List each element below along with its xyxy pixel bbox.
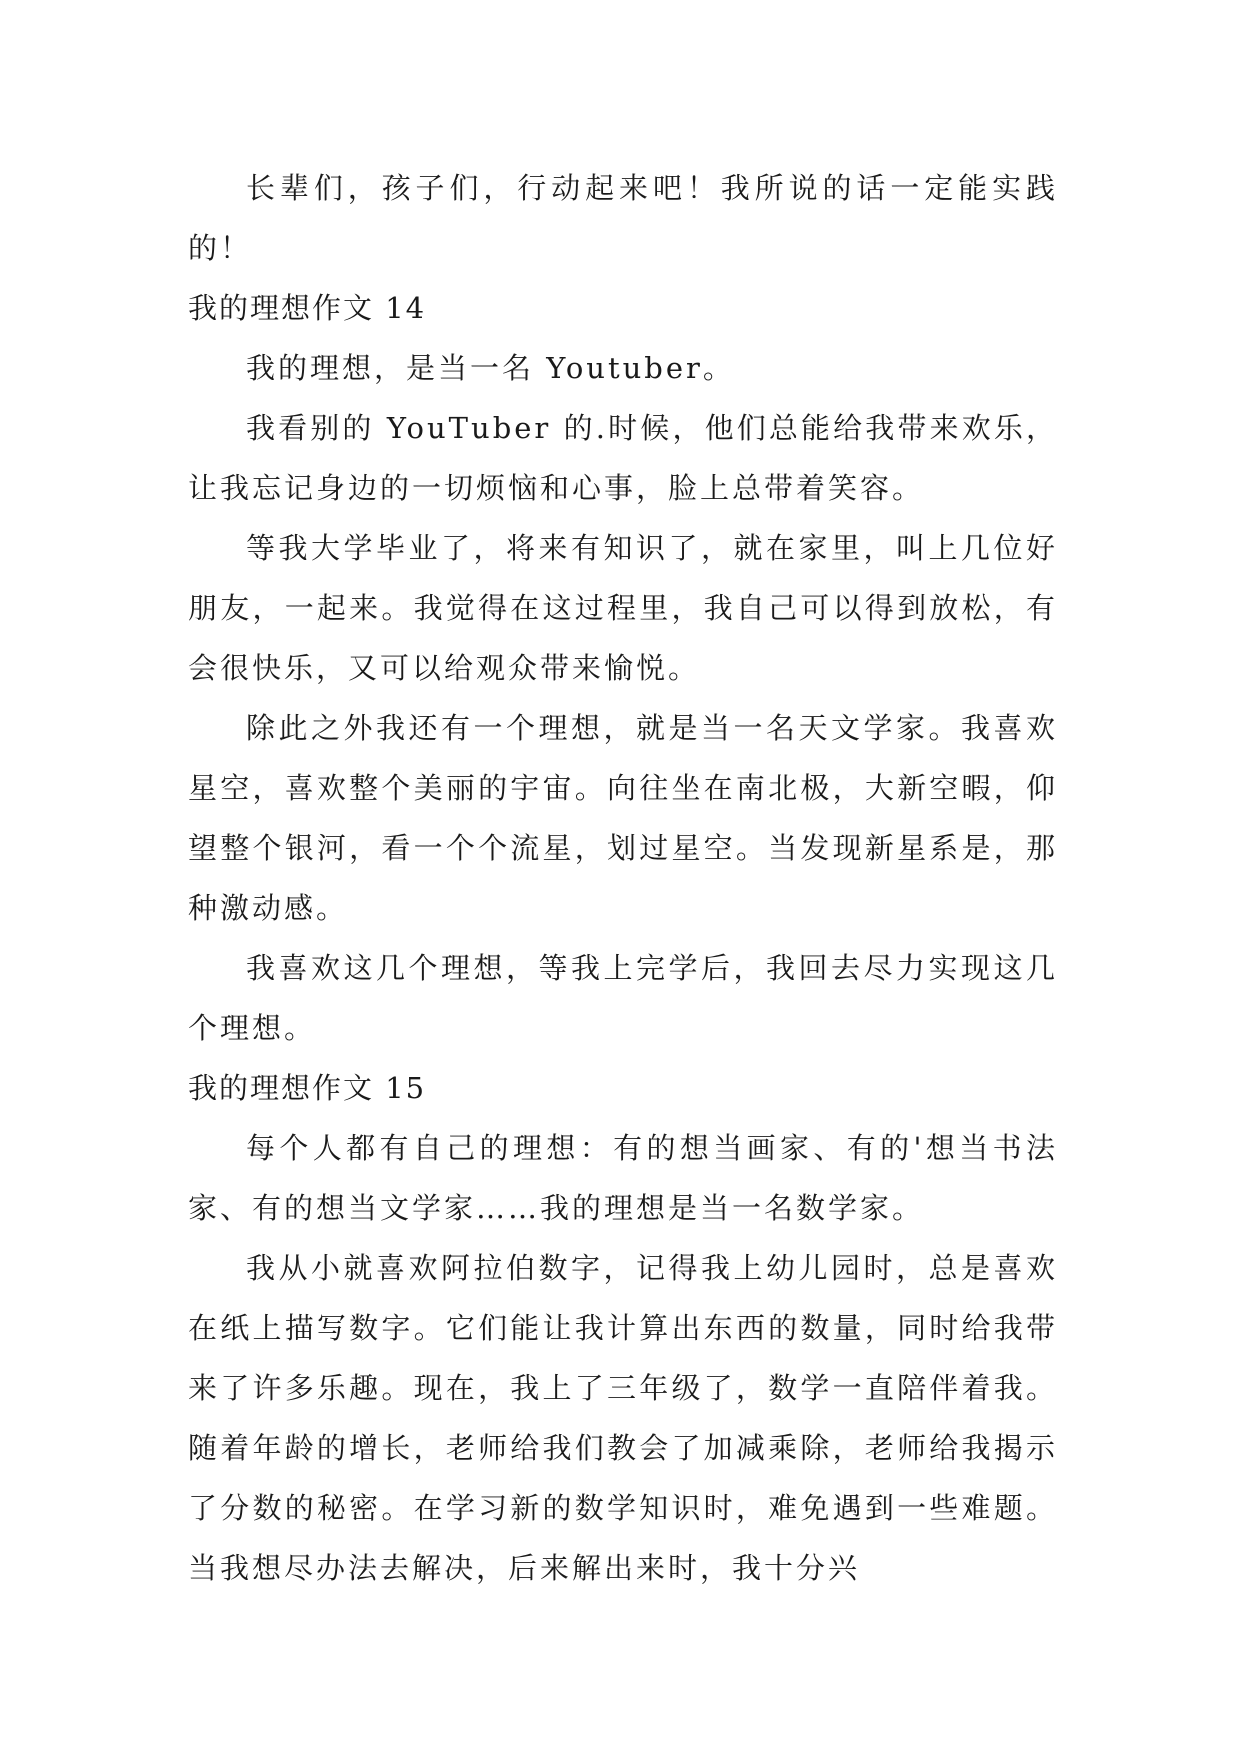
paragraph: 每个人都有自己的理想：有的想当画家、有的'想当书法家、有的想当文学家……我的理想是当一名数学家。 bbox=[188, 1131, 1058, 1225]
essay-heading-15: 我的理想作文 15 bbox=[188, 1071, 427, 1105]
paragraph: 除此之外我还有一个理想，就是当一名天文学家。我喜欢星空，喜欢整个美丽的宇宙。向往坐在南北极，大新空暇，仰望整个银河，看一个个流星，划过星空。当发现新星系是，那种激动感。 bbox=[188, 711, 1058, 925]
essay-heading-14: 我的理想作文 14 bbox=[188, 291, 427, 325]
paragraph: 等我大学毕业了，将来有知识了，就在家里，叫上几位好朋友，一起来。我觉得在这过程里，我自己可以得到放松，有会很快乐，又可以给观众带来愉悦。 bbox=[188, 531, 1058, 685]
paragraph: 我喜欢这几个理想，等我上完学后，我回去尽力实现这几个理想。 bbox=[188, 951, 1058, 1045]
paragraph: 我从小就喜欢阿拉伯数字，记得我上幼儿园时，总是喜欢在纸上描写数字。它们能让我计算出东西的数量，同时给我带来了许多乐趣。现在，我上了三年级了，数学一直陪伴着我。随着年龄的增长，老师给我们教会了加减乘除，老师给我揭示了分数的秘密。在学习新的数学知识时，难免遇到一些难题。当我想尽办法去解决，后来解出来时，我十分兴 bbox=[188, 1251, 1058, 1585]
document-body bbox=[188, 158, 1058, 1598]
paragraph: 长辈们，孩子们，行动起来吧！我所说的话一定能实践的！ bbox=[188, 171, 1058, 265]
paragraph: 我的理想，是当一名 Youtuber。 bbox=[246, 351, 735, 385]
paragraph: 我看别的 YouTuber 的.时候，他们总能给我带来欢乐，让我忘记身边的一切烦恼和心事，脸上总带着笑容。 bbox=[188, 411, 1058, 505]
